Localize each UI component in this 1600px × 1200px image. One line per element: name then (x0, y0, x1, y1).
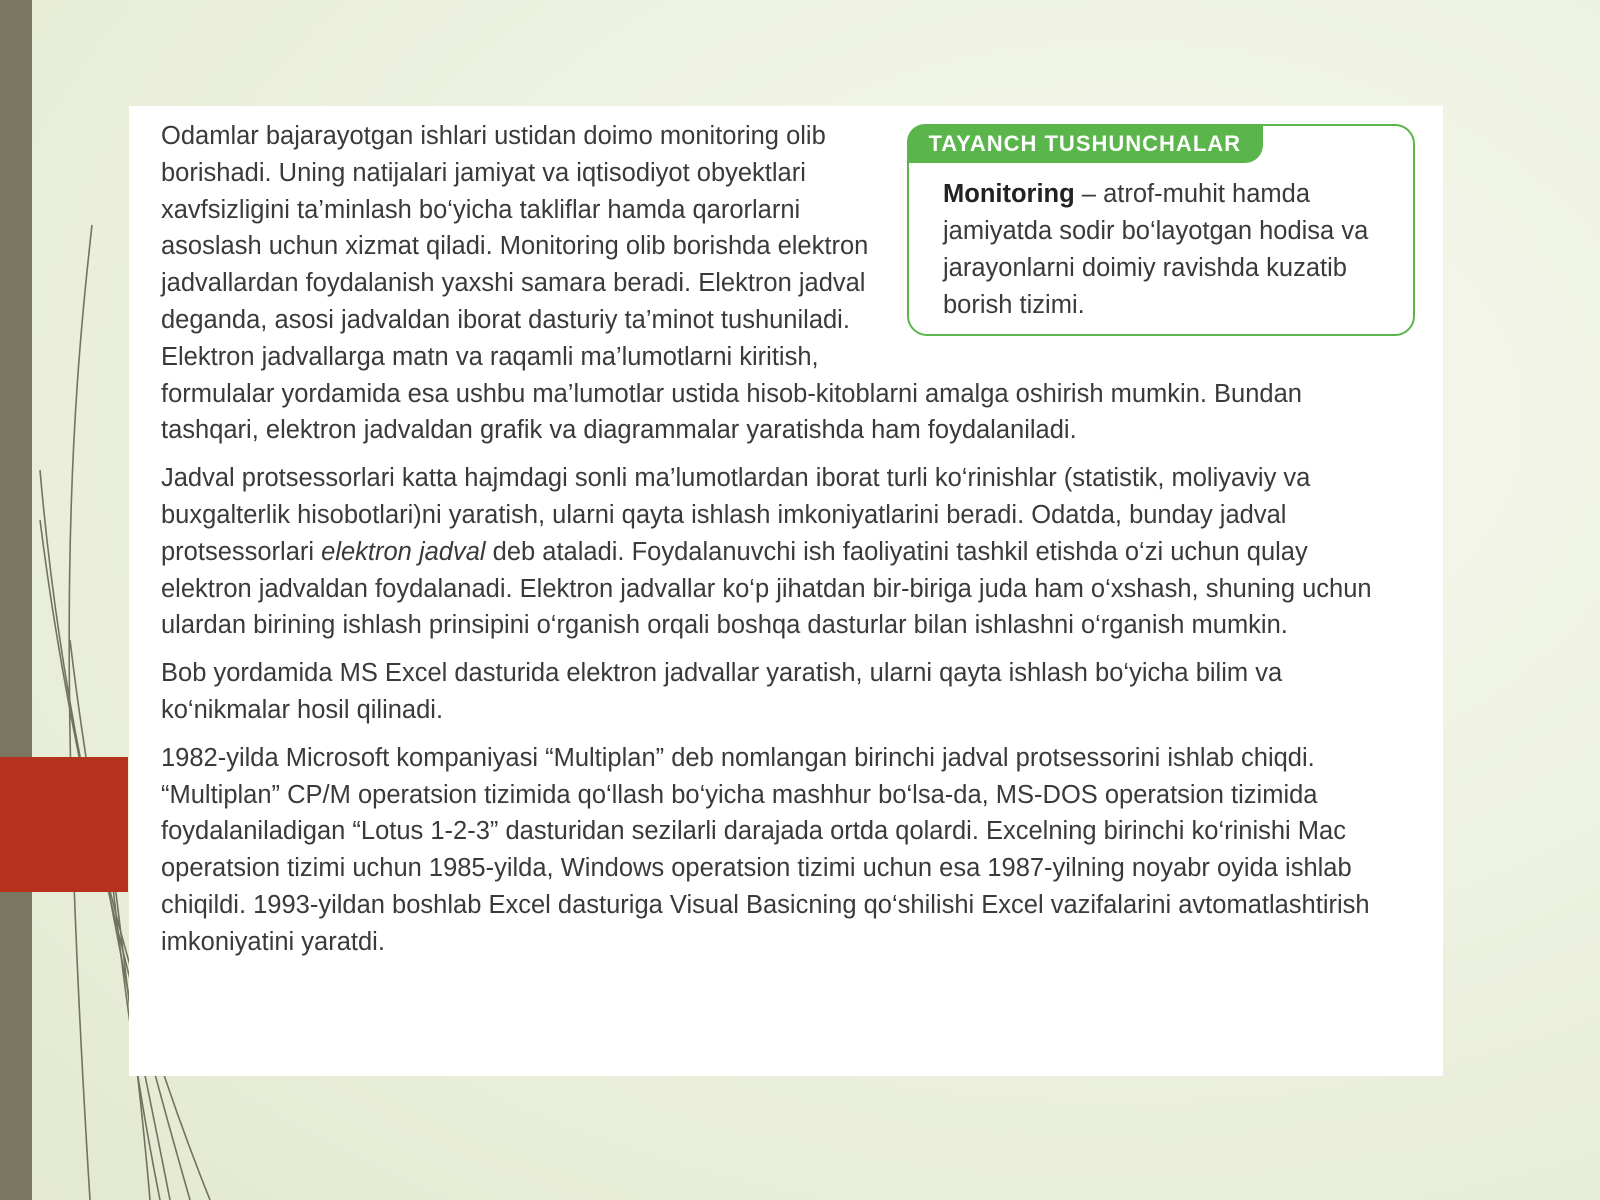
body-text (161, 118, 1391, 972)
textbook-page (129, 106, 1443, 1076)
paragraph-3: Bob yordamida MS Excel dasturida elektron jadvallar yaratish, ularni qayta ishlash bo‘yicha bilim va ko‘nikmalar hosil qilinadi. (161, 659, 1283, 724)
paragraph-1: Odamlar bajarayotgan ishlari ustidan doimo monitoring olib borishadi. Uning natijalari jamiyat va iqtisodiyot obyektlari xavfsizligini ta’minlash bo‘yicha takliflar hamda qarorlarni asoslash uchun xizmat qiladi. Monitoring olib borishda elektron jadvallardan foydalanish yaxshi samara beradi. Elektron jadval deganda, asosi jadvaldan iborat dasturiy ta’minot tushuniladi. Elektron jadvallarga matn va raqamli ma’lumotlarni kiritish, formulalar yordamida esa ushbu ma’lumotlar ustida hisob-kitoblarni amalga oshirish mumkin. Bundan tashqari, elektron jadvaldan grafik va diagrammalar yaratishda ham foydalaniladi. (161, 122, 1302, 445)
key-term: Monitoring (943, 180, 1075, 208)
key-concepts-definition (943, 176, 1393, 324)
key-term-definition: – atrof-muhit hamda jamiyatda sodir bo‘layotgan hodisa va jarayonlarni doimiy ravishda kuzatib borish tizimi. (943, 180, 1369, 319)
key-concepts-box (907, 124, 1415, 336)
red-accent-block (0, 757, 128, 892)
key-concepts-header: TAYANCH TUSHUNCHALAR (907, 124, 1264, 163)
paragraph-2: Jadval protsessorlari katta hajmdagi sonli ma’lumotlardan iborat turli ko‘rinishlar (statistik, moliyaviy va buxgalterlik hisobotlari)ni yaratish, ularni qayta ishlash imkoniyatlarini beradi. Odatda, bunday jadval protsessorlari elektron jadval deb ataladi. Foydalanuvchi ish faoliyatini tashkil etishda o‘zi uchun qulay elektron jadvaldan foydalanadi. Elektron jadvallar ko‘p jihatdan bir-biriga juda ham o‘xshash, shuning uchun ulardan birining ishlash prinsipini o‘rganish orqali boshqa dasturlar bilan ishlashni o‘rganish mumkin. (161, 464, 1372, 640)
paragraph-4: 1982-yilda Microsoft kompaniyasi “Multiplan” deb nomlangan birinchi jadval protsessorini ishlab chiqdi. “Multiplan” CP/M operatsion tizimida qo‘llash bo‘yicha mashhur bo‘lsa-da, MS-DOS operatsion tizimida foydalaniladigan “Lotus 1-2-3” dasturidan sezilarli darajada ortda qolardi. Excelning birinchi ko‘rinishi Mac operatsion tizimi uchun 1985-yilda, Windows operatsion tizimi uchun esa 1987-yilning noyabr oyida ishlab chiqildi. 1993-yildan boshlab Excel dasturiga Visual Basicning qo‘shilishi Excel vazifalarini avtomatlashtirish imkoniyatini yaratdi. (161, 743, 1370, 956)
italic-term: elektron jadval (321, 537, 486, 566)
